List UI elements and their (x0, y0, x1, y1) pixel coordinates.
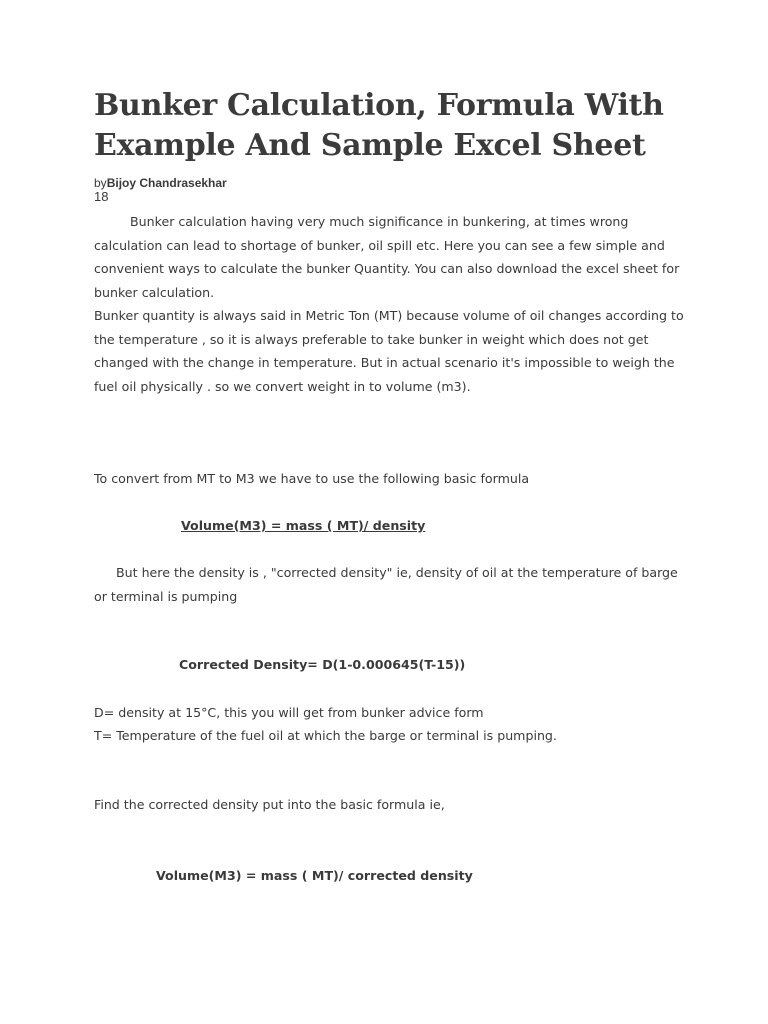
formula-volume: Volume(M3) = mass ( MT)/ density (181, 518, 426, 533)
corrected-density-note: But here the density is , "corrected density" ie, density of oil at the temperature of barge or terminal is pumping (94, 565, 678, 604)
byline (94, 176, 227, 190)
definition-d: D= density at 15°C, this you will get from bunker advice form (94, 705, 484, 720)
intro-paragraph-1: Bunker calculation having very much significance in bunkering, at times wrong calculation can lead to shortage of bunker, oil spill etc. Here you can see a few simple and convenient ways to calculate the bunker Quantity. You can also download the excel sheet for bunker calculation. (94, 214, 680, 300)
definition-t: T= Temperature of the fuel oil at which the barge or terminal is pumping. (94, 728, 557, 743)
formula-volume-corrected: Volume(M3) = mass ( MT)/ corrected density (156, 868, 473, 883)
formula-corrected-density: Corrected Density= D(1-0.000645(T-15)) (179, 657, 466, 672)
document-title: Bunker Calculation, Formula With Example And Sample Excel Sheet (94, 88, 664, 163)
convert-intro: To convert from MT to M3 we have to use the following basic formula (94, 471, 530, 486)
byline-prefix: by (94, 176, 107, 190)
author-name[interactable]: Bijoy Chandrasekhar (106, 176, 227, 190)
count-number: 18 (94, 189, 109, 204)
find-note: Find the corrected density put into the basic formula ie, (94, 797, 445, 812)
intro-paragraph-2: Bunker quantity is always said in Metric Ton (MT) because volume of oil changes according to the temperature , so it is always preferable to take bunker in weight which does not get changed with the change in temperature. But in actual scenario it's impossible to weigh the fuel oil physically . so we convert weight in to volume (m3). (94, 308, 684, 394)
intro-section (94, 210, 684, 398)
